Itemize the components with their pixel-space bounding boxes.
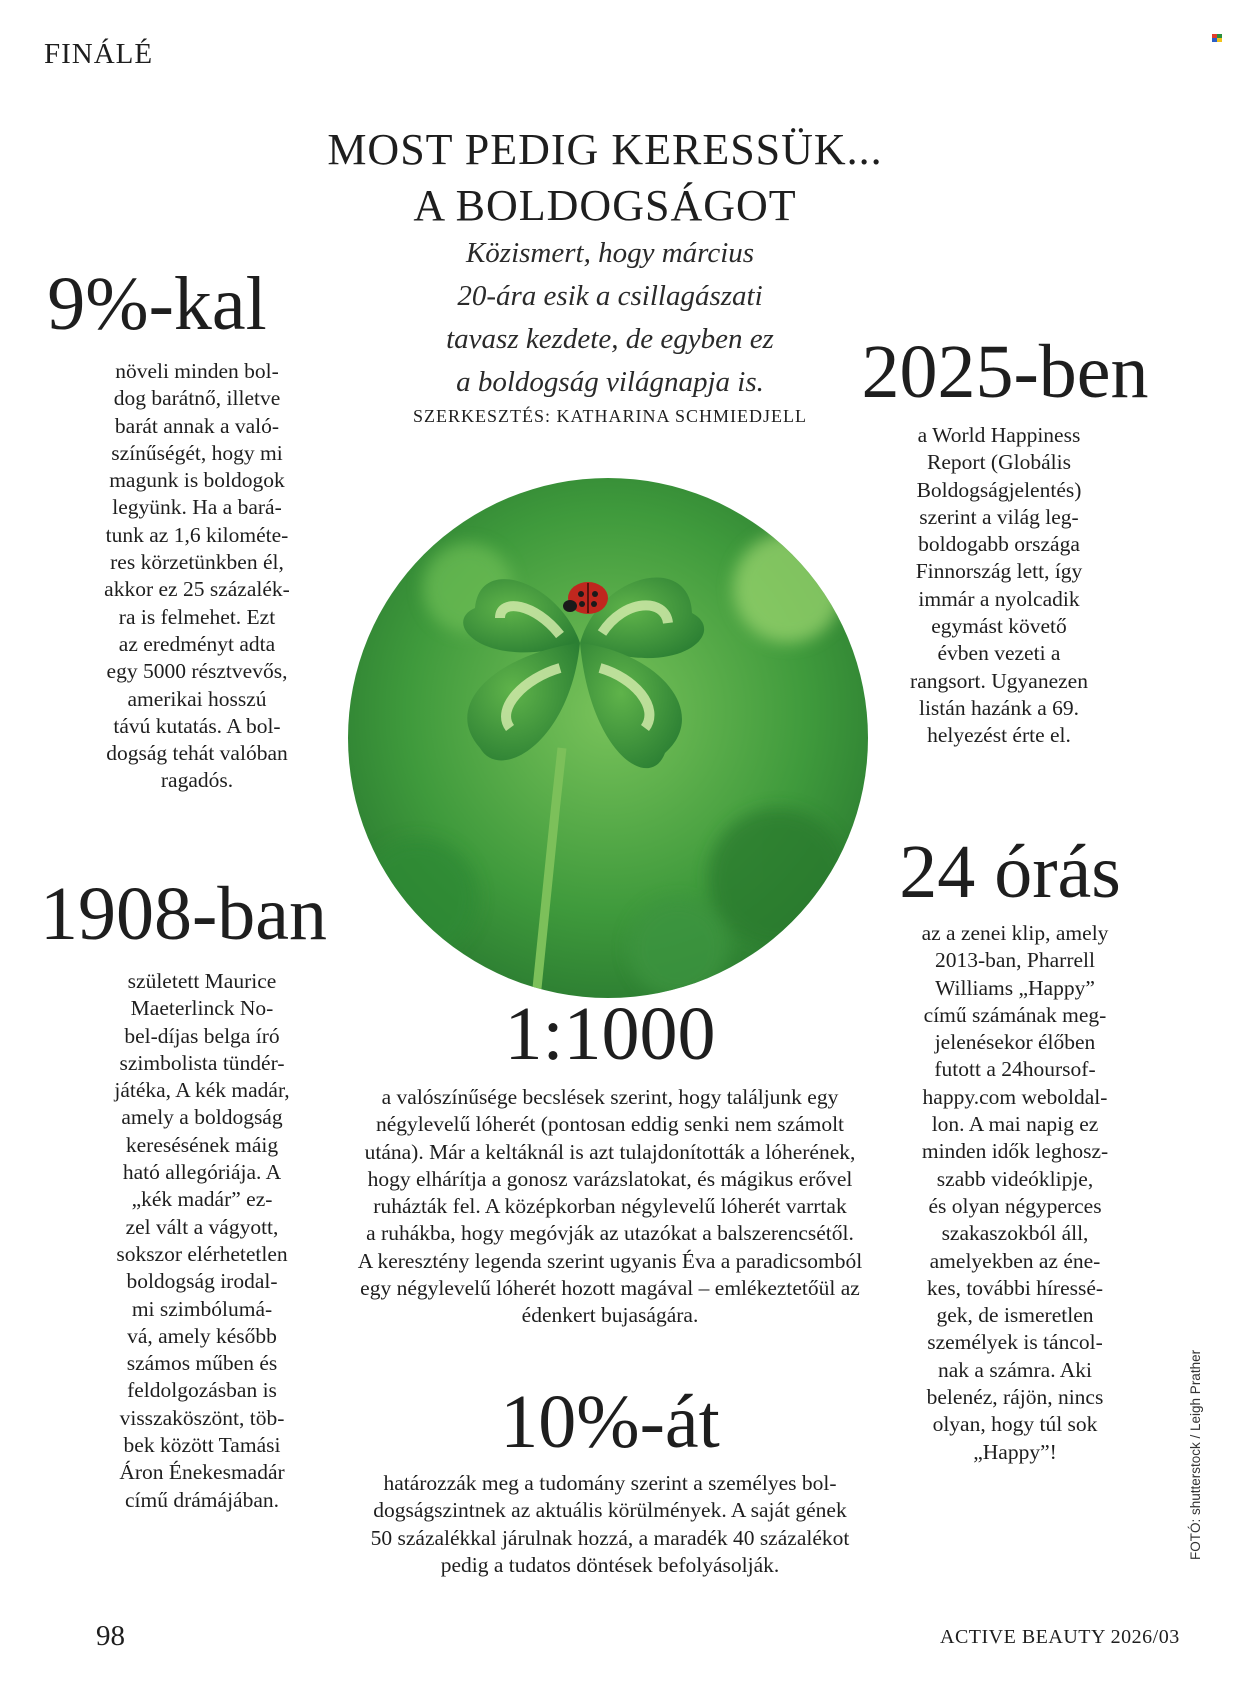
fact-headline: 10%-át: [500, 1380, 720, 1464]
text-line: színűségét, hogy mi: [111, 440, 283, 465]
fact-headline: 1908-ban: [40, 872, 328, 956]
text-line: A keresztény legenda szerint ugyanis Éva a paradicsomból: [357, 1248, 863, 1273]
text-line: az eredményt adta: [118, 631, 276, 656]
text-line: ható allegóriája. A: [122, 1160, 282, 1185]
text-line: ragadós.: [160, 768, 234, 793]
text-line: belenéz, rájön, nincs: [926, 1385, 1104, 1410]
text-line: egymást követő: [931, 614, 1067, 639]
text-line: magunk is boldogok: [109, 468, 285, 493]
text-line: dogságszintnek az aktuális körülmények. A saját gének: [373, 1498, 847, 1523]
fact-body: [82, 968, 322, 1514]
text-line: Williams „Happy”: [935, 975, 1095, 1000]
fact-1908: [40, 872, 360, 1514]
text-line: res körzetünkben él,: [110, 550, 284, 575]
fact-24-hours: [860, 830, 1160, 1466]
text-line: ruházták fel. A középkorban négylevelű lóherét varrtak: [373, 1194, 847, 1219]
text-line: és olyan négyperces: [928, 1193, 1102, 1218]
text-line: személyek is táncol-: [927, 1330, 1103, 1355]
text-line: távú kutatás. A bol-: [113, 713, 281, 738]
lead-line: tavasz kezdete, de egyben ez: [446, 323, 774, 355]
text-line: lon. A mai napig ez: [931, 1112, 1099, 1137]
text-line: keresésének máig: [125, 1132, 279, 1157]
text-line: ra is felmehet. Ezt: [118, 604, 276, 629]
text-line: a World Happiness: [917, 423, 1081, 447]
fact-headline: 2025-ben: [861, 330, 1149, 414]
text-line: boldogság irodal-: [126, 1269, 278, 1294]
text-line: futott a 24hoursof-: [934, 1057, 1096, 1082]
text-line: utána). Már a keltáknál is azt tulajdonították a lóherének,: [364, 1139, 856, 1164]
text-line: rangsort. Ugyanezen: [910, 668, 1088, 693]
text-line: olyan, hogy túl sok: [932, 1412, 1098, 1437]
section-label: FINÁLÉ: [44, 38, 154, 70]
text-line: jelenésekor élőben: [934, 1030, 1096, 1055]
text-line: boldogabb országa: [918, 532, 1080, 557]
text-line: zel vált a vágyott,: [125, 1214, 279, 1239]
lead-paragraph: [360, 232, 860, 404]
fact-headline: 24 órás: [899, 830, 1121, 914]
fact-headline: 9%-kal: [47, 262, 267, 346]
lead-line: a boldogság világnapja is.: [456, 366, 764, 398]
text-line: a ruhákba, hogy megóvják az utazókat a balszerencsétől.: [366, 1221, 854, 1246]
text-line: gek, de ismeretlen: [936, 1303, 1094, 1328]
fact-9-percent: [0, 262, 320, 793]
fact-body: [874, 422, 1124, 750]
text-line: visszaköszönt, töb-: [119, 1405, 285, 1430]
text-line: a valószínűsége becslések szerint, hogy találjunk egy: [381, 1085, 839, 1109]
text-line: Boldogságjelentés): [916, 477, 1082, 502]
lead-line: 20-ára esik a csillagászati: [457, 280, 763, 312]
text-line: évben vezeti a: [937, 641, 1061, 666]
text-line: amerikai hosszú: [127, 686, 267, 711]
text-line: amely a boldogság: [121, 1105, 283, 1130]
text-line: számos műben és: [126, 1351, 278, 1376]
text-line: bel-díjas belga író: [124, 1023, 280, 1048]
title-line-1: MOST PEDIG KERESSÜK...: [327, 125, 883, 174]
clover-photo: [348, 478, 868, 998]
fact-body: [890, 920, 1140, 1466]
fact-body: [80, 358, 314, 795]
text-line: bek között Tamási: [123, 1433, 281, 1458]
magazine-footer: ACTIVE BEAUTY 2026/03: [940, 1626, 1180, 1648]
text-line: „Happy”!: [973, 1439, 1057, 1464]
text-line: sokszor elérhetetlen: [116, 1241, 288, 1266]
text-line: feldolgozásban is: [127, 1378, 277, 1403]
text-line: négylevelű lóherét (pontosan eddig senki nem számolt: [375, 1112, 845, 1137]
text-line: az a zenei klip, amely: [921, 921, 1109, 945]
text-line: szabb videóklipje,: [936, 1166, 1094, 1191]
text-line: helyezést érte el.: [927, 723, 1071, 748]
text-line: kes, további híressé-: [926, 1275, 1104, 1300]
fact-body: [320, 1084, 900, 1330]
text-line: immár a nyolcadik: [918, 586, 1080, 611]
title-line-2: A BOLDOGSÁGOT: [413, 181, 797, 230]
text-line: című drámájában.: [124, 1487, 280, 1512]
fact-body: [330, 1470, 890, 1579]
text-line: pedig a tudatos döntések befolyásolják.: [440, 1552, 780, 1577]
text-line: listán hazánk a 69.: [918, 695, 1079, 720]
text-line: minden idők leghosz-: [921, 1139, 1109, 1164]
text-line: nak a számra. Aki: [937, 1357, 1093, 1382]
text-line: című számának meg-: [923, 1002, 1107, 1027]
text-line: dogság tehát valóban: [106, 741, 288, 766]
byline: SZERKESZTÉS: KATHARINA SCHMIEDJELL: [412, 406, 807, 426]
text-line: akkor ez 25 százalék-: [104, 577, 290, 602]
text-line: dog barátnő, illetve: [113, 386, 281, 411]
text-line: 2013-ban, Pharrell: [934, 948, 1095, 973]
text-line: növeli minden bol-: [115, 359, 279, 383]
text-line: Áron Énekesmadár: [119, 1460, 285, 1485]
text-line: határozzák meg a tudomány szerint a személyes bol-: [383, 1471, 837, 1495]
article-title: [300, 122, 910, 234]
photo-credit: FOTÓ: shutterstock / Leigh Prather: [1188, 1349, 1203, 1560]
text-line: 50 százalékkal járulnak hozzá, a maradék 40 százalékot: [370, 1525, 850, 1550]
text-line: vá, amely később: [127, 1323, 277, 1348]
text-line: játéka, A kék madár,: [114, 1078, 290, 1103]
text-line: született Maurice: [127, 969, 277, 993]
text-line: „kék madár” ez-: [131, 1187, 273, 1212]
text-line: barát annak a való-: [114, 413, 280, 438]
text-line: szimbolista tündér-: [119, 1050, 285, 1075]
text-line: happy.com weboldal-: [922, 1084, 1108, 1109]
fact-1-1000: [320, 992, 900, 1330]
text-line: legyünk. Ha a bará-: [112, 495, 282, 520]
text-line: szakaszokból áll,: [941, 1221, 1089, 1246]
text-line: tunk az 1,6 kilométe-: [105, 522, 289, 547]
text-line: egy 5000 résztvevős,: [106, 659, 288, 684]
text-line: mi szimbólumá-: [131, 1296, 273, 1321]
text-line: édenkert bujaságára.: [521, 1303, 699, 1328]
fact-10-percent: [330, 1380, 890, 1579]
fact-2025: [840, 330, 1170, 750]
corner-mark-icon: [1212, 34, 1222, 42]
text-line: egy négylevelű lóherét hozott magával – emlékeztetőül az: [360, 1276, 860, 1301]
text-line: Maeterlinck No-: [130, 996, 274, 1021]
text-line: amelyekben az éne-: [929, 1248, 1101, 1273]
text-line: hogy elhárítja a gonosz varázslatokat, és mágikus erővel: [367, 1166, 853, 1191]
text-line: Report (Globális: [927, 450, 1071, 475]
text-line: Finnország lett, így: [915, 559, 1083, 584]
clover-illustration: [348, 478, 868, 998]
page-number: 98: [96, 1620, 125, 1652]
lead-line: Közismert, hogy március: [465, 237, 755, 269]
text-line: szerint a világ leg-: [919, 504, 1079, 529]
fact-headline: 1:1000: [504, 992, 716, 1076]
